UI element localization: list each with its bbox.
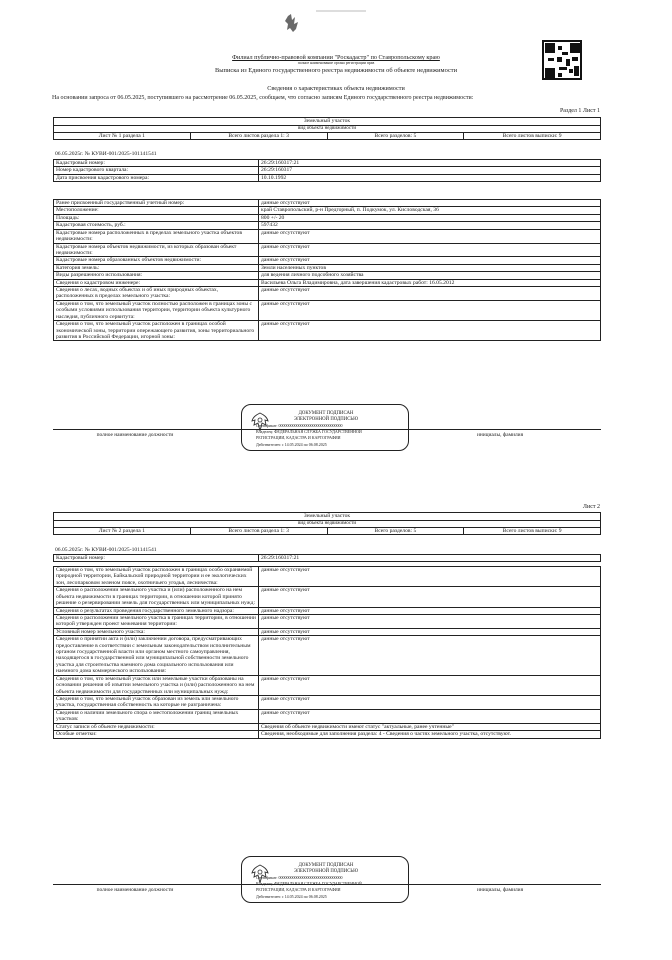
cad-label: Кадастровый номер:: [54, 555, 259, 562]
field-value: Сведения, необходимые для заполнения раздела: 4 - Сведения о частях земельного участка, отсутствуют.: [259, 731, 601, 738]
field-label: Кадастровый номер:: [54, 160, 259, 167]
field-value: 800 +/- 20: [259, 214, 601, 221]
table-row: [54, 229, 601, 243]
field-value: данные отсутствуют: [259, 636, 601, 676]
sheet-number: Лист № 2 раздела 1: [54, 527, 191, 534]
e-signature-stamp: ДОКУМЕНТ ПОДПИСАН ЭЛЕКТРОННОЙ ПОДПИСЬЮ Сертификат: 00000000000000000000000000000000 Владелец: ФЕДЕРАЛЬНАЯ СЛУЖБА ГОСУДАРСТВЕННОЙ РЕГИСТРАЦИИ, КАДАСТРА И КАРТОГРАФИИ Действителен: с 14.05.2024 по 06.08.2025: [241, 404, 409, 451]
request-text: На основании запроса от 06.05.2025, поступившего на рассмотрение 06.05.2025, сообщаем, что согласно записям Единого государственного реестра недвижимости:: [52, 95, 474, 101]
field-label: Сведения о принятии акта и (или) заключении договора, предусматривающих предоставление в соответствии с земельным законодательством исполнительным органом государственной власти или органом местного самоуправления, находящегося в государственной или муниципальной собственности земельного участка для строительства наемного дома социального использования или наемного дома коммерческого использования:: [54, 636, 259, 676]
e-signature-stamp: ДОКУМЕНТ ПОДПИСАН ЭЛЕКТРОННОЙ ПОДПИСЬЮ Сертификат: 00000000000000000000000000000000 Владелец: ФЕДЕРАЛЬНАЯ СЛУЖБА ГОСУДАРСТВЕННОЙ РЕГИСТРАЦИИ, КАДАСТРА И КАРТОГРАФИИ Действителен: с 14.05.2024 по 06.08.2025: [241, 856, 409, 903]
field-value: данные отсутствуют: [259, 243, 601, 257]
table-row: [54, 696, 601, 710]
field-value: данные отсутствуют: [259, 300, 601, 320]
field-label: Кадастровые номера образованных объектов недвижимости:: [54, 257, 259, 264]
field-value: данные отсутствуют: [259, 696, 601, 710]
doc-subtitle: Сведения о характеристиках объекта недвижимости: [267, 85, 405, 92]
field-label: Сведения о том, что земельный участок образован из земель или земельного участка, государственная собственность на которые не разграничена:: [54, 696, 259, 710]
field-value: данные отсутствуют: [259, 709, 601, 723]
total-sections: Всего разделов: 5: [327, 527, 464, 534]
field-value: данные отсутствуют: [259, 200, 601, 207]
table-row: [54, 207, 601, 214]
table-row: [54, 222, 601, 229]
object-type-sub: вид объекта недвижимости: [54, 521, 601, 528]
field-label: Кадастровая стоимость, руб.:: [54, 222, 259, 229]
sheet2-ref: Лист 2: [582, 504, 600, 510]
ink-blot: [284, 14, 302, 34]
field-label: Номер кадастрового квартала:: [54, 167, 259, 174]
field-value: Земли населенных пунктов: [259, 264, 601, 271]
table-row: [54, 628, 601, 635]
field-value: для ведения личного подсобного хозяйства: [259, 272, 601, 279]
field-label: Сведения о расположении земельного участка и (или) расположенного на нем объекта недвижимости в границах территории, в отношении которой принято решение о резервировании земель для государственных или муниципальных нужд:: [54, 587, 259, 607]
field-value: данные отсутствуют: [259, 321, 601, 341]
field-label: Условный номер земельного участка:: [54, 628, 259, 635]
table-row: [54, 636, 601, 676]
sheet1-id-table: [53, 159, 601, 182]
field-value: 597432: [259, 222, 601, 229]
table-row: [54, 200, 601, 207]
field-value: край Ставропольский, р-н Предгорный, п. Подкумок, ул. Кисловодская, 36: [259, 207, 601, 214]
signature-rule: [53, 429, 601, 430]
field-label: Сведения о том, что земельный участок или земельные участки образованы на основании решения об изъятии земельного участка и (или) расположенного на нем объекта недвижимости для государственных или муниципальных нужд:: [54, 675, 259, 695]
signer-name: инициалы, фамилия: [476, 887, 524, 893]
object-type: Земельный участок: [54, 513, 601, 521]
field-value: данные отсутствуют: [259, 628, 601, 635]
field-value: данные отсутствуют: [259, 607, 601, 614]
table-row: [54, 321, 601, 341]
table-row: [54, 567, 601, 587]
extract-number: 06.05.2025г. № КУВИ-001/2025-101141541: [55, 151, 157, 157]
sheet-number: Лист № 1 раздела 1: [54, 132, 191, 139]
field-label: Статус записи об объекте недвижимости:: [54, 723, 259, 730]
field-label: Местоположение:: [54, 207, 259, 214]
field-value: данные отсутствуют: [259, 257, 601, 264]
field-value: данные отсутствуют: [259, 614, 601, 628]
table-row: [54, 587, 601, 607]
field-value: данные отсутствуют: [259, 675, 601, 695]
object-type-sub: вид объекта недвижимости: [54, 126, 601, 133]
table-row: [54, 675, 601, 695]
signer-position: полное наименование должности: [96, 887, 174, 893]
table-row: [54, 167, 601, 174]
table-row: [54, 709, 601, 723]
field-label: Ранее присвоенный государственный учетный номер:: [54, 200, 259, 207]
extract-number: 06.05.2025г. № КУВИ-001/2025-101141541: [55, 547, 157, 553]
table-row: [54, 279, 601, 286]
signature-rule: [53, 884, 601, 885]
table-row: [54, 723, 601, 730]
doc-title: Выписка из Единого государственного реестра недвижимости об объекте недвижимости: [214, 67, 457, 74]
sheet2-head: [53, 512, 601, 535]
table-row: [54, 174, 601, 181]
field-value: данные отсутствуют: [259, 287, 601, 301]
scan-smudge: [316, 10, 366, 12]
field-value: 26:29:160317:21: [259, 160, 601, 167]
object-type: Земельный участок: [54, 118, 601, 126]
sheet2-id-table: [53, 554, 601, 562]
table-row: [54, 243, 601, 257]
org-sub: полное наименование органа регистрации прав: [297, 61, 375, 65]
field-label: Сведения о том, что земельный участок полностью расположен в границах зоны с особыми условиями использования территории, территории объекта культурного наследия, публичного сервитута:: [54, 300, 259, 320]
section-ref: Раздел 1 Лист 1: [559, 108, 600, 114]
field-value: данные отсутствуют: [259, 567, 601, 587]
field-label: Сведения о кадастровом инженере:: [54, 279, 259, 286]
field-label: Кадастровые номера расположенных в пределах земельного участка объектов недвижимости:: [54, 229, 259, 243]
field-label: Сведения о результатах проведения государственного земельного надзора:: [54, 607, 259, 614]
field-value: Васильева Ольга Владимировна, дата завершения кадастровых работ: 16.05.2012: [259, 279, 601, 286]
cad-value: 26:29:160317:21: [259, 555, 601, 562]
org-name: Филиал публично-правовой компании "Роскадастр" по Ставропольскому краю: [232, 54, 440, 61]
field-label: Виды разрешенного использования:: [54, 272, 259, 279]
total-sheets-section: Всего листов раздела 1: 3: [190, 527, 327, 534]
field-value: 26:29:160317: [259, 167, 601, 174]
field-label: Дата присвоения кадастрового номера:: [54, 174, 259, 181]
field-value: Сведения об объекте недвижимости имеют статус "актуальные, ранее учтенные": [259, 723, 601, 730]
field-value: 10.10.1992: [259, 174, 601, 181]
table-row: [54, 300, 601, 320]
field-label: Сведения о наличии земельного спора о местоположении границ земельных участков:: [54, 709, 259, 723]
field-value: данные отсутствуют: [259, 229, 601, 243]
sheet1-details-table: [53, 199, 601, 341]
table-row: [54, 607, 601, 614]
sheet1-head: [53, 117, 601, 140]
table-row: [54, 160, 601, 167]
table-row: [54, 287, 601, 301]
field-label: Категория земель:: [54, 264, 259, 271]
field-value: данные отсутствуют: [259, 587, 601, 607]
field-label: Особые отметки:: [54, 731, 259, 738]
field-label: Площадь:: [54, 214, 259, 221]
table-row: [54, 264, 601, 271]
signer-name: инициалы, фамилия: [476, 432, 524, 438]
field-label: Сведения о лесах, водных объектах и об иных природных объектах, расположенных в пределах земельного участка:: [54, 287, 259, 301]
total-sheets: Всего листов выписки: 9: [464, 527, 601, 534]
total-sheets-section: Всего листов раздела 1: 3: [190, 132, 327, 139]
sheet2-details-table: [53, 566, 601, 739]
total-sheets: Всего листов выписки: 9: [464, 132, 601, 139]
qr-code: [542, 40, 582, 80]
table-row: [54, 214, 601, 221]
field-label: Сведения о том, что земельный участок расположен в границах особой экономической зоны, территории опережающего развития, зоны территориального развития в Российской Федерации, игорной зоны:: [54, 321, 259, 341]
field-label: Сведения о том, что земельный участок расположен в границах особо охраняемой природной территории, Байкальской природной территории и ее экологических зон, лесопарковом зеленом поясе, охотничьего угодья, лесничества:: [54, 567, 259, 587]
table-row: [54, 257, 601, 264]
field-label: Кадастровые номера объектов недвижимости, из которых образован объект недвижимости:: [54, 243, 259, 257]
table-row: [54, 272, 601, 279]
table-row: [54, 731, 601, 738]
signer-position: полное наименование должности: [96, 432, 174, 438]
field-label: Сведения о расположении земельного участка в границах территории, в отношении которой утвержден проект межевания территории:: [54, 614, 259, 628]
table-row: [54, 614, 601, 628]
total-sections: Всего разделов: 5: [327, 132, 464, 139]
